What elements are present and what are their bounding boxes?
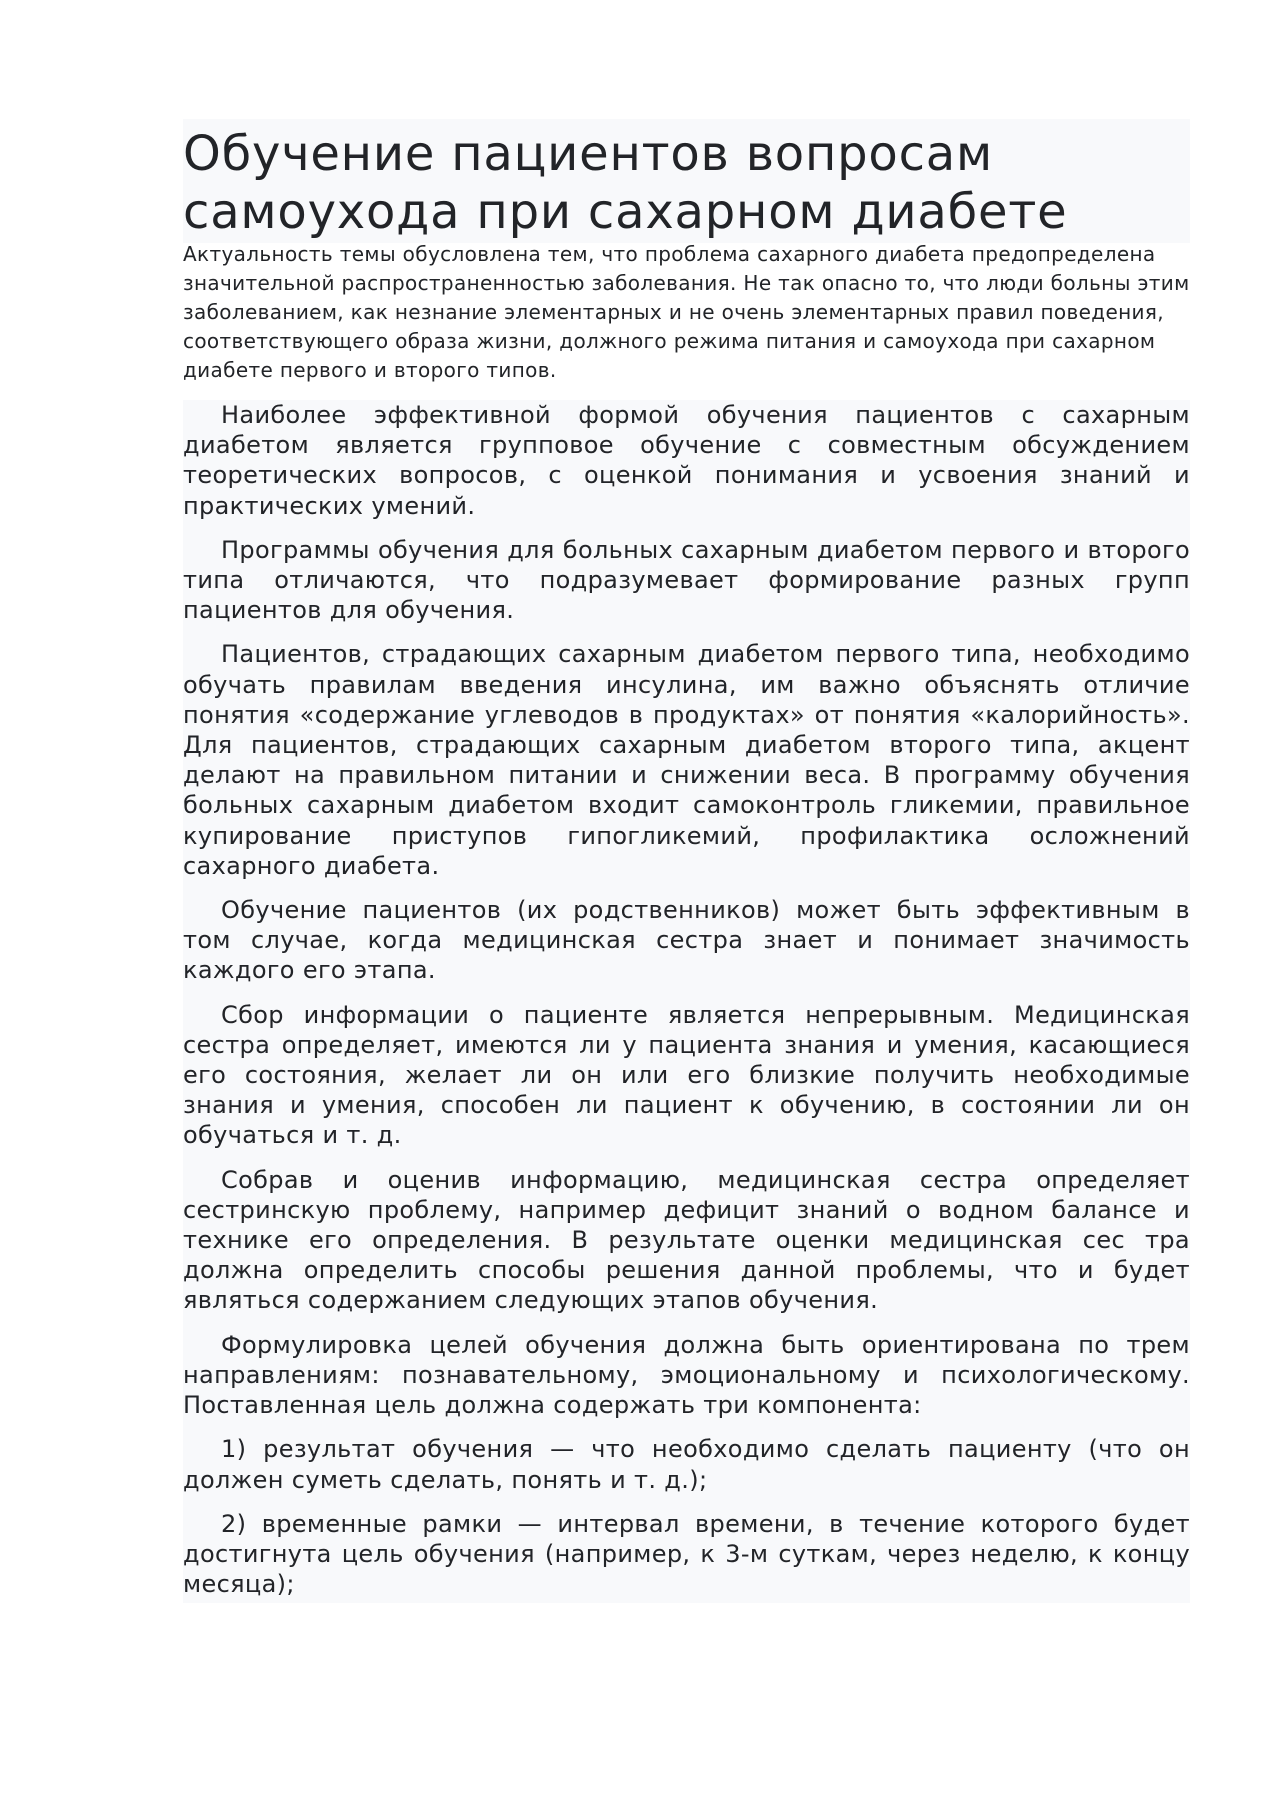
body-paragraph: Программы обучения для больных сахарным диабетом первого и второго типа отличаются, что подразумевает формирование разных групп пациентов для обучения. <box>183 535 1190 625</box>
body-paragraph: Собрав и оценив информацию, медицинская сестра определяет сестринскую проблему, например дефицит знаний о водном балансе и технике его определения. В результате оценки медицинская сес тра должна определить способы решения данной проблемы, что и будет являться содержанием следующих этапов обучения. <box>183 1165 1190 1315</box>
body-paragraph: Формулировка целей обучения должна быть ориентирована по трем направлениям: познавательному, эмоциональному и психологическому. Поставленная цель должна содержать три компонента: <box>183 1330 1190 1420</box>
intro-paragraph: Актуальность темы обусловлена тем, что проблема сахарного диабета предопределена значительной распространенностью заболевания. Не так опасно то, что люди больны этим заболеванием, как незнание элементарных и не очень элементарных правил поведения, соответствующего образа жизни, должного режима питания и самоухода при сахарном диабете первого и второго типов. <box>183 242 1190 382</box>
body-paragraph: Наиболее эффективной формой обучения пациентов с сахарным диабетом является групповое обучение с совместным обсуждением теоретических вопросов, с оценкой понимания и усвоения знаний и практических умений. <box>183 401 1190 520</box>
document-body <box>183 400 1190 1603</box>
body-paragraph: Сбор информации о пациенте является непрерывным. Медицинская сестра определяет, имеются ли у пациента знания и умения, касающиеся его состояния, желает ли он или его близкие получить необходимые знания и умения, способен ли пациент к обучению, в состоянии ли он обучаться и т. д. <box>183 1000 1190 1150</box>
body-paragraph: Обучение пациентов (их родственников) может быть эффективным в том случае, когда медицинская сестра знает и понимает значимость каждого его этапа. <box>183 896 1190 985</box>
list-item-timeframe: 2) временные рамки — интервал времени, в течение которого будет достигнута цель обучения (например, к 3-м суткам, через неделю, к концу месяца); <box>183 1509 1190 1599</box>
body-paragraph: Пациентов, страдающих сахарным диабетом первого типа, необходимо обучать правилам введения инсулина, им важно объяснять отличие понятия «содержание углеводов в продуктах» от понятия «калорийность». Для пациентов, страдающих сахарным диабетом второго типа, акцент делают на правильном питании и снижении веса. В программу обучения больных сахарным диабетом входит самоконтроль гликемии, правильное купирование приступов гипогликемий, профилактика осложнений сахарного диабета. <box>183 640 1190 880</box>
list-item-result: 1) результат обучения — что необходимо сделать пациенту (что он должен суметь сделать, понять и т. д.); <box>183 1435 1190 1494</box>
page-title: Обучение пациентов вопросам самоухода при сахарном диабете <box>183 119 1190 243</box>
